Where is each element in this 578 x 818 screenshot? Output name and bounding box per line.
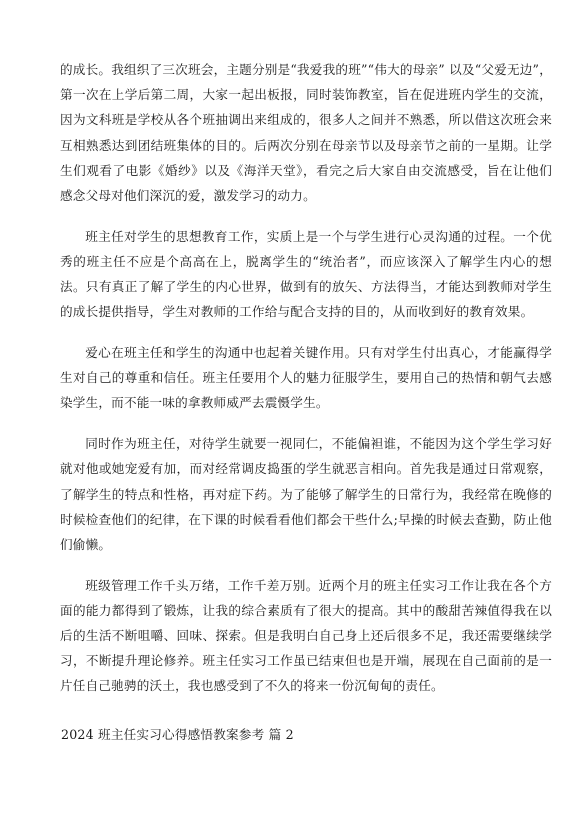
paragraph-ideological-education: 班主任对学生的思想教育工作，实质上是一个与学生进行心灵沟通的过程。一个优秀的班主任不应是个高高在上，脱离学生的“统治者”，而应该深入了解学生内心的想法。只有真正了解了学生的内心世界，做到有的放矢、方法得当，才能达到教师对学生的成长提供指导，学生对教师的工作给与配合支持的目的，从而收到好的教育效果。 bbox=[60, 228, 552, 320]
paragraph-equal-treatment: 同时作为班主任，对待学生就要一视同仁，不能偏袒谁，不能因为这个学生学习好就对他或她宠爱有加，而对经常调皮捣蛋的学生就恶言相向。首先我是通过日常观察，了解学生的特点和性格，再对症下药。为了能够了解学生的日常行为，我经常在晚修的时候检查他们的纪律，在下课的时候看看他们都会干些什么;早操的时候去查勤，防止他们偷懒。 bbox=[60, 436, 552, 552]
paragraph-conclusion: 班级管理工作千头万绪，工作千差万别。近两个月的班主任实习工作让我在各个方面的能力都得到了锻炼，让我的综合素质有了很大的提高。其中的酸甜苦辣值得我在以后的生活不断咀嚼、回味、探索。但是我明白自己身上还后很多不足，我还需要继续学习，不断提升理论修养。班主任实习工作虽已结束但也是开端，展现在自己面前的是一片任自己驰骋的沃土，我也感受到了不久的将来一份沉甸甸的责任。 bbox=[60, 577, 552, 694]
section-heading: 2024 班主任实习心得感悟教案参考 篇 2 bbox=[61, 727, 294, 742]
paragraph-continued: 的成长。我组织了三次班会，主题分别是“我爱我的班”“伟大的母亲” 以及“父爱无边”，第一次在上学后第二周，大家一起出板报，同时装饰教室，旨在促进班内学生的交流，因为文科班是学校从各个班抽调出来组成的，很多人之间并不熟悉，所以借这次班会来互相熟悉达到团结班集体的目的。后两次分别在母亲节以及母亲节之前的一星期。让学生们观看了电影《婚纱》以及《海洋天堂》，看完之后大家自由交流感受，旨在让他们感念父母对他们深沉的爱，激发学习的动力。 bbox=[60, 62, 552, 204]
document-body bbox=[60, 57, 552, 699]
paragraph-love-communication: 爱心在班主任和学生的沟通中也起着关键作用。只有对学生付出真心，才能赢得学生对自己的尊重和信任。班主任要用个人的魅力征服学生，要用自己的热情和朝气去感染学生，而不能一味的拿教师威严去震慑学生。 bbox=[60, 345, 552, 411]
